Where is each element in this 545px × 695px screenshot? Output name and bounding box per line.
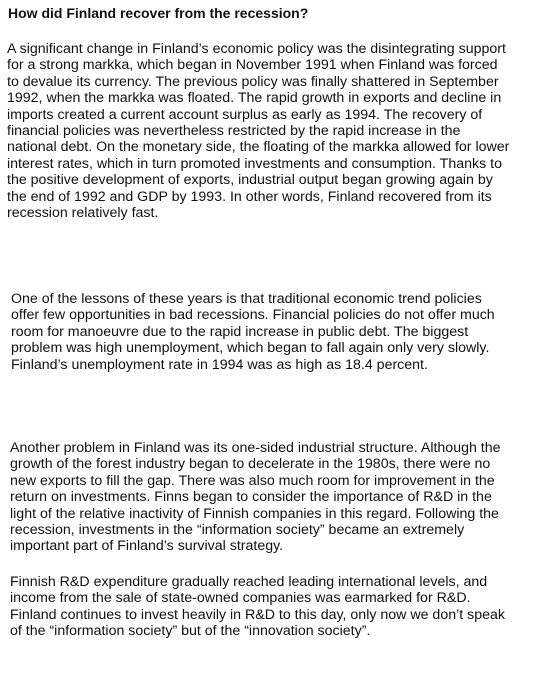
paragraph-line: to devalue its currency. The previous policy was finally shattered in September (7, 73, 499, 90)
paragraph-line: Another problem in Finland was its one-sided industrial structure. Although the (10, 440, 501, 456)
paragraph-line: recession, investments in the “information society” became an extremely (10, 522, 465, 539)
paragraph-line: problem was high unemployment, which began to fall again only very slowly. (11, 340, 490, 357)
paragraph-4 (10, 574, 545, 640)
paragraph-line: 1992, when the markka was floated. The rapid growth in exports and decline in (7, 90, 502, 107)
paragraph-line: important part of Finland’s survival strategy. (10, 538, 284, 555)
paragraph-line: of the “information society” but of the “innovation society”. (10, 623, 371, 640)
paragraph-line: return on investments. Finns began to consider the importance of R&D in the (10, 489, 492, 506)
document-title: How did Finland recover from the recession? (8, 5, 309, 21)
paragraph-line: the end of 1992 and GDP by 1993. In other words, Finland recovered from its (7, 188, 492, 205)
paragraph-1 (7, 41, 542, 221)
paragraph-line: Finnish R&D expenditure gradually reached leading international levels, and (10, 574, 488, 590)
paragraph-line: new exports to fill the gap. There was also much room for improvement in the (10, 472, 495, 489)
paragraph-2 (11, 291, 541, 373)
paragraph-3 (10, 440, 545, 555)
paragraph-line: growth of the forest industry began to decelerate in the 1980s, there were no (10, 456, 491, 473)
paragraph-line: national debt. On the monetary side, the floating of the markka allowed for lower (7, 139, 510, 156)
paragraph-line: the positive development of exports, industrial output began growing again by (7, 172, 493, 189)
paragraph-line: income from the sale of state-owned companies was earmarked for R&D. (10, 590, 471, 607)
paragraph-line: interest rates, which in turn promoted investments and consumption. Thanks to (7, 155, 502, 172)
paragraph-line: recession relatively fast. (7, 205, 159, 222)
paragraph-line: offer few opportunities in bad recessions. Financial policies do not offer much (11, 307, 495, 324)
paragraph-line: for a strong markka, which began in November 1991 when Finland was forced (7, 57, 498, 74)
paragraph-line: light of the relative inactivity of Finnish companies in this regard. Following the (10, 505, 499, 522)
paragraph-line: financial policies was nevertheless restricted by the rapid increase in the (7, 123, 461, 140)
paragraph-line: Finland continues to invest heavily in R&D to this day, only now we don’t speak (10, 606, 505, 623)
paragraph-line: A significant change in Finland’s economic policy was the disintegrating support (7, 41, 506, 57)
paragraph-line: imports created a current account surplus as early as 1994. The recovery of (7, 106, 483, 123)
paragraph-line: Finland’s unemployment rate in 1994 was as high as 18.4 percent. (11, 356, 428, 373)
paragraph-line: room for manoeuvre due to the rapid increase in public debt. The biggest (11, 323, 469, 340)
paragraph-line: One of the lessons of these years is that traditional economic trend policies (11, 291, 482, 307)
